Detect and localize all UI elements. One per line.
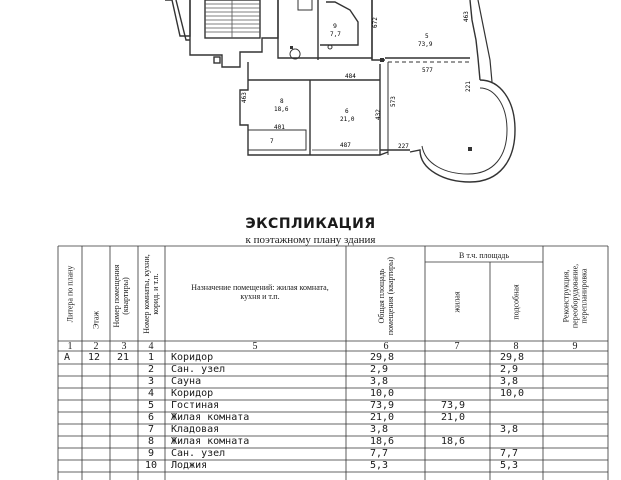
col-header-living: жилая xyxy=(452,291,462,313)
row-living-area: 73,9 xyxy=(441,400,466,411)
row-room-number: 5 xyxy=(148,400,155,411)
column-number: 9 xyxy=(572,341,578,352)
row-total-area: 10,0 xyxy=(370,388,395,399)
row-apartment: 21 xyxy=(117,352,130,363)
col-header-total-area: Общая площадь помещения (квартиры) xyxy=(377,256,395,336)
row-room-number: 7 xyxy=(148,424,155,435)
plan-dim: 672 xyxy=(372,17,379,28)
column-number: 4 xyxy=(148,341,154,352)
plan-dim: 432 xyxy=(375,109,382,120)
row-aux-area: 29,8 xyxy=(500,352,525,363)
row-total-area: 21,0 xyxy=(370,412,395,423)
plan-dim: 463 xyxy=(463,11,470,22)
plan-label-room5: 5 xyxy=(425,33,429,40)
row-room-name: Гостиная xyxy=(171,400,220,411)
row-total-area: 29,8 xyxy=(370,352,395,363)
plan-label-room6: 6 xyxy=(345,108,349,115)
plan-label-room5-area: 73,9 xyxy=(418,41,433,48)
row-room-name: Лоджия xyxy=(171,460,208,471)
row-room-name: Коридор xyxy=(171,352,214,363)
row-room-number: 1 xyxy=(148,352,155,363)
plan-label-room7: 7 xyxy=(270,138,274,145)
row-floor: 12 xyxy=(88,352,101,363)
row-letter: А xyxy=(64,352,71,363)
plan-dim: 577 xyxy=(422,67,433,74)
row-total-area: 3,8 xyxy=(370,376,389,387)
row-room-name: Жилая комната xyxy=(171,412,250,423)
row-living-area: 18,6 xyxy=(441,436,466,447)
row-total-area: 7,7 xyxy=(370,448,389,459)
plan-dim: 463 xyxy=(241,92,248,103)
row-room-number: 9 xyxy=(148,448,155,459)
row-room-number: 10 xyxy=(145,460,158,471)
row-room-number: 3 xyxy=(148,376,155,387)
col-header-purpose: Назначение помещений: жилая комната, кухня и т.п. xyxy=(191,283,329,301)
plan-dim: 227 xyxy=(398,143,409,150)
col-header-reconstruction: Реконструкция, переоборудование, перепланировка xyxy=(561,263,589,329)
explication-title: ЭКСПЛИКАЦИЯ xyxy=(245,216,376,232)
plan-label-room6-area: 21,0 xyxy=(340,116,355,123)
row-aux-area: 3,8 xyxy=(500,376,519,387)
col-header-auxiliary: подсобная xyxy=(511,284,521,320)
col-header-incl-area: В т.ч. площадь xyxy=(459,251,509,260)
col-header-apartment: Номер помещения (квартиры) xyxy=(112,264,130,328)
column-number: 3 xyxy=(121,341,127,352)
row-room-number: 2 xyxy=(148,364,155,375)
row-aux-area: 2,9 xyxy=(500,364,519,375)
row-aux-area: 7,7 xyxy=(500,448,519,459)
plan-label-room9: 9 xyxy=(333,22,337,30)
row-total-area: 18,6 xyxy=(370,436,395,447)
plan-label-room8: 8 xyxy=(280,98,284,105)
column-number: 5 xyxy=(252,341,258,352)
row-room-name: Коридор xyxy=(171,388,214,399)
plan-dim: 487 xyxy=(340,142,351,149)
row-total-area: 3,8 xyxy=(370,424,389,435)
column-number: 7 xyxy=(454,341,460,352)
col-header-floor: Этаж xyxy=(91,311,101,329)
col-header-room-no: Номер комнаты, кухни, корид. и т.п. xyxy=(142,254,160,334)
row-total-area: 5,3 xyxy=(370,460,389,471)
column-number: 2 xyxy=(93,341,99,352)
column-number: 6 xyxy=(383,341,389,352)
plan-label-room8-area: 18,6 xyxy=(274,106,289,113)
row-room-name: Сан. узел xyxy=(171,448,226,459)
plan-dim: 221 xyxy=(465,81,472,92)
row-aux-area: 10,0 xyxy=(500,388,525,399)
column-number: 8 xyxy=(513,341,519,352)
row-total-area: 73,9 xyxy=(370,400,395,411)
column-number: 1 xyxy=(67,341,73,352)
row-total-area: 2,9 xyxy=(370,364,389,375)
row-room-number: 6 xyxy=(148,412,155,423)
plan-dim: 573 xyxy=(390,96,397,107)
plan-dim: 484 xyxy=(345,73,356,80)
plan-dim: 401 xyxy=(274,124,285,131)
row-room-name: Сауна xyxy=(171,376,202,387)
row-room-name: Жилая комната xyxy=(171,436,250,447)
row-living-area: 21,0 xyxy=(441,412,466,423)
explication-subtitle: к поэтажному плану здания xyxy=(245,234,376,246)
col-header-letter: Литера по плану xyxy=(65,265,75,323)
row-room-number: 8 xyxy=(148,436,155,447)
row-room-number: 4 xyxy=(148,388,155,399)
row-aux-area: 3,8 xyxy=(500,424,519,435)
row-room-name: Кладовая xyxy=(171,424,220,435)
plan-label-room9-area: 7,7 xyxy=(330,31,341,38)
row-room-name: Сан. узел xyxy=(171,364,226,375)
row-aux-area: 5,3 xyxy=(500,460,519,471)
